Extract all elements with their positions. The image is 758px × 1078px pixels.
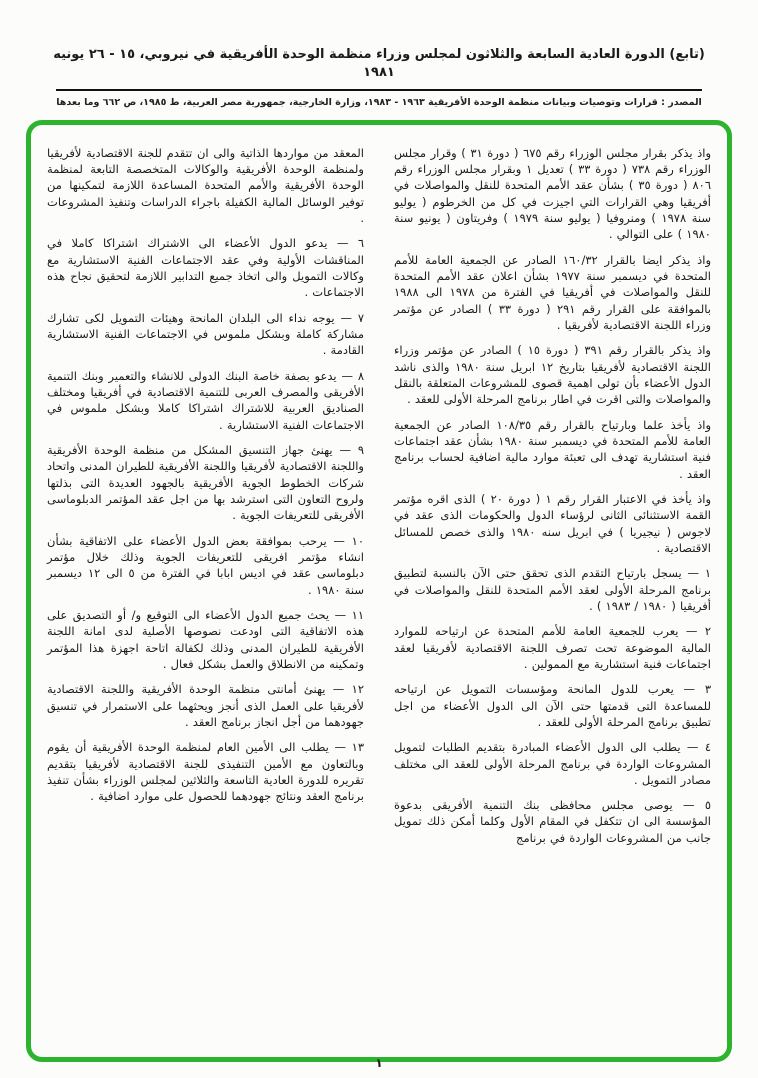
- page-header: [0, 0, 758, 110]
- paragraph-preamble: واذ يذكر بالقرار رقم ٣٩١ ( دورة ١٥ ) الصادر عن مؤتمر وزراء اللجنة الاقتصادية لأفريقيا بتاريخ ١٢ ابريل سنة ١٩٨٠ والذى ناشد الدول الأعضاء بأن تولى اهمية قصوى للمشروعات المتعلقة بالنقل والمواصلات والتى اقرت في اطار برنامج المرحلة الأولى للعقد .: [394, 343, 711, 407]
- column-left: [47, 145, 364, 1043]
- page-footer: [0, 1056, 758, 1070]
- paragraph-preamble: واذ يذكر ايضا بالقرار ١٦٠/٣٢ الصادر عن الجمعية العامة للأمم المتحدة في ديسمبر سنة ١٩٧٧ بشأن اعلان عقد الأمم المتحدة للنقل والمواصلات في أفريقيا في الفترة من ١٩٧٨ الى ١٩٨٨ بالموافقة على القرار رقم ٢٩١ ( دورة ٣٣ ) الصادر عن مؤتمر وزراء اللجنة الاقتصادية لأفريقيا .: [394, 252, 712, 332]
- paragraph-item-3: ٣ — يعرب للدول المانحة ومؤسسات التمويل عن ارتياحه للمساعدة التى قدمتها حتى الآن الى الدول الأعضاء من اجل تطبيق برنامج المرحلة الأولى للعقد .: [394, 682, 711, 729]
- paragraph-item-8: ٨ — يدعو بصفة خاصة البنك الدولى للانشاء والتعمير وبنك التنمية الأفريقى والمصرف العربى للتنمية الاقتصادية في أفريقيا ومختلف الصناديق العربية للاشتراك اشتراكا كاملا وبشكل ملموس في الاجتماعات الفنية الاستشارية .: [47, 368, 364, 432]
- source-line: المصدر : قرارات وتوصيات وبيانات منظمة الوحدة الأفريقية ١٩٦٣ - ١٩٨٣، وزارة الخارجية، جمهورية مصر العربية، ط ١٩٨٥، ص ٦٦٢ وما بعدها: [56, 97, 702, 109]
- paragraph-item-2: ٢ — يعرب للجمعية العامة للأمم المتحدة عن ارتياحه للموارد المالية الموضوعة تحت تصرف اللجنة الاقتصادية لأفريقيا لعقد اجتماعات فنية استشارية مع الممولين .: [394, 624, 711, 671]
- paragraph-preamble: واذ يأخذ علما وبارتياح بالقرار رقم ١٠٨/٣٥ الصادر عن الجمعية العامة للأمم المتحدة في ديسمبر سنة ١٩٨٠ بشأن عقد اجتماعات فنية استشارية تهدف الى تعبئة موارد مالية اضافية لحساب برنامج العقد .: [394, 417, 712, 481]
- paragraph-preamble: واذ يذكر بقرار مجلس الوزراء رقم ٦٧٥ ( دورة ٣١ ) وقرار مجلس الوزراء رقم ٧٣٨ ( دورة ٣٣ ) تعديل ١ وبقرار مجلس الوزراء رقم ٨٠٦ ( دورة ٣٥ ) بشأن عقد الأمم المتحدة للنقل والمواصلات في أفريقيا وهي القرارات التي اجيزت في كل من الخرطوم ( يوليو سنة ١٩٧٨ ) ومنروفيا ( يوليو سنة ١٩٧٩ ) وفريتاون ( يونيو سنة ١٩٨٠ ) على التوالي .: [394, 145, 711, 242]
- paragraph-item-7: ٧ — يوجه نداء الى البلدان المانحة وهيئات التمويل لكى تشارك مشاركة كاملة وبشكل ملموس في الاجتماعات الفنية الاستشارية القادمة .: [47, 310, 364, 358]
- content-frame: [26, 120, 732, 1062]
- paragraph-item-10: ١٠ — يرحب بموافقة بعض الدول الأعضاء على الاتفاقية بشأن انشاء مؤتمر افريقى للتعريفات الجوية وذلك خلال مؤتمر دبلوماسى عقد في اديس ابابا في الفترة من ٥ الى ١٢ ديسمبر سنة ١٩٨٠ .: [47, 533, 365, 597]
- two-column-layout: [47, 145, 711, 1043]
- paragraph-item-13: ١٣ — يطلب الى الأمين العام لمنظمة الوحدة الأفريقية أن يقوم وبالتعاون مع الأمين التنفيذى للجنة الاقتصادية لأفريقيا بتقديم تقريره للدورة العادية التاسعة والثلاثين لمجلس الوزراء بشأن تنفيذ برنامج العقد ونتائج جهودهما للحصول على موارد اضافية .: [47, 740, 364, 804]
- paragraph-item-12: ١٢ — يهنئ أمانتى منظمة الوحدة الأفريقية واللجنة الاقتصادية لأفريقيا على العمل الذى أنجز ويحثهما على الاستمرار في تنسيق جهودهما من أجل انجاز برنامج العقد .: [47, 682, 364, 729]
- page-number: ١: [375, 1056, 383, 1070]
- paragraph-preamble: واذ يأخذ في الاعتبار القرار رقم ١ ( دورة ٢٠ ) الذى اقره مؤتمر القمة الاستثنائى الثانى لرؤساء الدول والحكومات الذى عقد في لاجوس ( نيجيريا ) في ابريل سنه ١٩٨٠ والذى خصص للمسائل الاقتصادية .: [394, 491, 712, 555]
- paragraph-item-4: ٤ — يطلب الى الدول الأعضاء المبادرة بتقديم الطلبات لتمويل المشروعات الواردة في برنامج المرحلة الأولى للعقد الى مختلف مصادر التمويل .: [394, 740, 711, 787]
- paragraph-continuation: المعقد من مواردها الذاتية والى ان تتقدم للجنة الاقتصادية لأفريقيا ولمنظمة الوحدة الأفريقية والوكالات المتخصصة التابعة لمنظمة الوحدة الأفريقية والأمم المتحدة المساعدة اللازمة لتمكينها من توفير الوسائل المالية الكفيلة باجراء الدراسات وتنفيذ المشروعات .: [47, 145, 364, 225]
- column-right: [394, 145, 711, 1043]
- paragraph-item-5: ٥ — يوصى مجلس محافظى بنك التنمية الأفريقى بدعوة المؤسسة الى ان تتكفل في المقام الأول وكلما أمكن ذلك تمويل جانب من المشروعات الواردة في برنامج: [394, 798, 711, 845]
- paragraph-item-11: ١١ — يحث جميع الدول الأعضاء الى التوقيع و/ أو التصديق على هذه الاتفاقية التى اودعت نصوصها الأصلية لدى امانة اللجنة الأفريقية للطيران المدنى وذلك لكفالة اتاحة اجهزة هذا المؤتمر وتمكينه من الانطلاق والعمل بشكل فعال .: [47, 607, 364, 671]
- header-divider: [56, 89, 702, 91]
- paragraph-item-9: ٩ — يهنئ جهاز التنسيق المشكل من منظمة الوحدة الأفريقية واللجنة الاقتصادية لأفريقيا واللجنة الأفريقية للطيران المدنى واتحاد شركات الخطوط الجوية الأفريقية بالجهود العديدة التى بذلتها ولروح التعاون التى استرشد بها من اجل عقد المؤتمر الدبلوماسى الأفريقى للتعريفات الجوية .: [47, 442, 364, 523]
- paragraph-item-6: ٦ — يدعو الدول الأعضاء الى الاشتراك اشتراكا كاملا في المناقشات الأولية وفي عقد الاجتماعات الفنية الاستشارية مع وكالات التمويل والى اتخاذ جميع التدابير اللازمة لتحقيق نجاح هذه الاجتماعات .: [47, 236, 364, 300]
- document-title: (تابع) الدورة العادية السابعة والثلاثون لمجلس وزراء منظمة الوحدة الأفريقية في نيروبي، ١٥ - ٢٦ يونيه ١٩٨١: [53, 47, 705, 81]
- paragraph-item-1: ١ — يسجل بارتياح التقدم الذى تحقق حتى الآن بالنسبة لتطبيق برنامج المرحلة الأولى لعقد الأمم المتحدة للنقل والمواصلات في أفريقيا ( ١٩٨٠ / ١٩٨٣ ) .: [394, 566, 711, 613]
